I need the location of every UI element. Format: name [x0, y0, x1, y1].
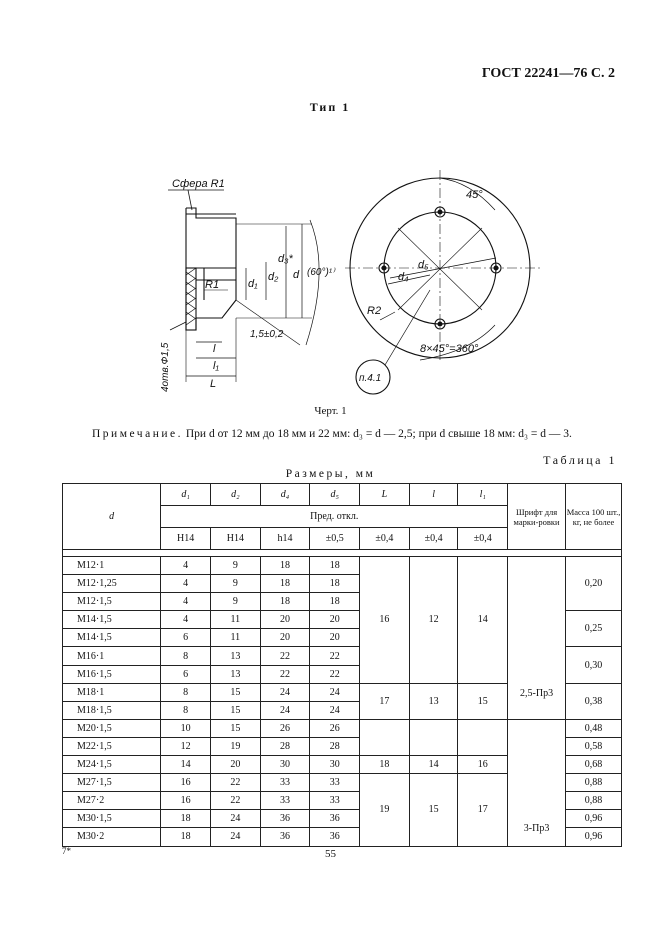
col-d5: d₅	[310, 484, 360, 506]
cell-l: 15	[409, 774, 458, 846]
cell-l1: 14	[458, 557, 508, 684]
cell-d2: 11	[211, 611, 261, 629]
cell-L: 17	[360, 683, 410, 719]
cell-l1: 17	[458, 774, 508, 846]
label-d: d	[293, 269, 300, 281]
label-holes: 4отв.Ф1,5	[160, 342, 171, 392]
cell-d1: 12	[161, 737, 211, 755]
side-view	[168, 190, 319, 382]
cell-mass: 0,96	[566, 810, 622, 828]
label-l1: l₁	[213, 360, 219, 372]
table-row	[63, 557, 622, 575]
cell-d: M27·1,5	[63, 774, 161, 792]
cell-l1: 16	[458, 756, 508, 774]
cell-d1: 8	[161, 683, 211, 701]
cell-d4: 18	[260, 593, 310, 611]
cell-d2: 15	[211, 719, 261, 737]
cell-d2: 13	[211, 665, 261, 683]
cell-d5: 18	[310, 557, 360, 575]
cell-font	[508, 557, 566, 720]
col-l: l	[409, 484, 458, 506]
cell-d4: 18	[260, 557, 310, 575]
cell-d2: 24	[211, 828, 261, 846]
cell-d4: 22	[260, 647, 310, 665]
cell-mass: 0,58	[566, 737, 622, 755]
cell-d: M30·2	[63, 828, 161, 846]
cell-d: M20·1,5	[63, 719, 161, 737]
label-d3: d₃*	[278, 253, 293, 265]
cell-d4: 22	[260, 665, 310, 683]
label-d4: d₄	[398, 271, 409, 283]
front-view	[345, 170, 540, 394]
cell-d5: 33	[310, 792, 360, 810]
font-a: 2,5-Пр3	[520, 687, 554, 699]
cell-l1-empty	[458, 719, 508, 737]
cell-d: M12·1	[63, 557, 161, 575]
table-spacer	[63, 550, 622, 557]
cell-d5: 33	[310, 774, 360, 792]
cell-d4: 18	[260, 575, 310, 593]
cell-d5: 36	[310, 810, 360, 828]
cell-d: M14·1,5	[63, 629, 161, 647]
cell-d2: 20	[211, 756, 261, 774]
cell-d4: 33	[260, 774, 310, 792]
label-d1: d₁	[248, 278, 258, 290]
label-angle60: (60°)¹⁾	[307, 267, 335, 278]
cell-d2: 13	[211, 647, 261, 665]
cell-mass: 0,68	[566, 756, 622, 774]
cell-d5: 22	[310, 647, 360, 665]
cell-d2: 19	[211, 737, 261, 755]
cell-d5: 24	[310, 683, 360, 701]
cell-d1: 16	[161, 774, 211, 792]
cell-d2: 11	[211, 629, 261, 647]
table-title: Размеры, мм	[285, 468, 376, 480]
cell-L: 16	[360, 557, 410, 684]
note	[92, 428, 572, 440]
cell-font	[508, 719, 566, 846]
label-angle45: 45°	[466, 189, 483, 201]
cell-L: 19	[360, 774, 410, 846]
cell-mass: 0,48	[566, 719, 622, 737]
table-row	[63, 719, 622, 737]
cell-d: M12·1,5	[63, 593, 161, 611]
cell-d: M18·1	[63, 683, 161, 701]
cell-d1: 4	[161, 557, 211, 575]
col-d2: d₂	[211, 484, 261, 506]
cell-d4: 36	[260, 828, 310, 846]
cell-d5: 24	[310, 701, 360, 719]
cell-d2: 9	[211, 593, 261, 611]
col-d: d	[63, 484, 161, 550]
label-r1: R1	[205, 279, 220, 291]
cell-mass: 0,88	[566, 774, 622, 792]
cell-d4: 20	[260, 629, 310, 647]
type-title: Тип 1	[309, 100, 351, 114]
cell-d4: 30	[260, 756, 310, 774]
cell-d1: 10	[161, 719, 211, 737]
cell-l1-empty	[458, 737, 508, 755]
cell-d1: 4	[161, 593, 211, 611]
label-d5: d₅	[418, 259, 429, 271]
note-label: Примечание.	[92, 428, 183, 440]
cell-d1: 16	[161, 792, 211, 810]
cell-d2: 22	[211, 792, 261, 810]
tol-L: ±0,4	[360, 528, 410, 550]
cell-l: 13	[409, 683, 458, 719]
cell-d2: 9	[211, 575, 261, 593]
cell-d4: 26	[260, 719, 310, 737]
cell-d5: 20	[310, 611, 360, 629]
col-d4: d₄	[260, 484, 310, 506]
cell-d5: 30	[310, 756, 360, 774]
cell-l-empty	[409, 737, 458, 755]
cell-d1: 4	[161, 575, 211, 593]
cell-l-empty	[409, 719, 458, 737]
cell-l: 14	[409, 756, 458, 774]
cell-d2: 15	[211, 701, 261, 719]
cell-d4: 28	[260, 737, 310, 755]
cell-d1: 8	[161, 701, 211, 719]
cell-d1: 4	[161, 611, 211, 629]
cell-d1: 8	[161, 647, 211, 665]
cell-mass: 0,25	[566, 611, 622, 647]
page-number: 55	[325, 848, 336, 860]
cell-d: M14·1,5	[63, 611, 161, 629]
cell-mass: 0,30	[566, 647, 622, 683]
cell-d2: 24	[211, 810, 261, 828]
cell-d: M30·1,5	[63, 810, 161, 828]
cell-L-empty	[360, 719, 410, 737]
label-l: l	[213, 343, 216, 355]
note-text: При d от 12 мм до 18 мм и 22 мм: d₃ = d — 2,5; при d свыше 18 мм: d₃ = d — 3.	[182, 428, 572, 440]
table-label: Таблица 1	[543, 453, 617, 467]
cell-mass: 0,38	[566, 683, 622, 719]
cell-d5: 28	[310, 737, 360, 755]
cell-d1: 6	[161, 665, 211, 683]
cell-d: M27·2	[63, 792, 161, 810]
label-L: L	[210, 378, 217, 390]
cell-d5: 26	[310, 719, 360, 737]
col-d1: d₁	[161, 484, 211, 506]
drawing-caption: Черт. 1	[314, 405, 347, 417]
cell-d: M18·1,5	[63, 701, 161, 719]
label-angles: 8×45°=360°	[420, 343, 479, 355]
label-chamfer: 1,5±0,2	[250, 329, 284, 340]
cell-d: M12·1,25	[63, 575, 161, 593]
cell-mass: 0,96	[566, 828, 622, 846]
cell-d5: 18	[310, 575, 360, 593]
label-sphere: Сфера R1	[172, 178, 225, 190]
tol-l: ±0,4	[409, 528, 458, 550]
cell-d1: 18	[161, 828, 211, 846]
tol-d2: H14	[211, 528, 261, 550]
cell-d4: 24	[260, 683, 310, 701]
cell-mass: 0,88	[566, 792, 622, 810]
cell-d5: 22	[310, 665, 360, 683]
label-d2: d₂	[268, 271, 279, 283]
cell-mass: 0,20	[566, 557, 622, 611]
cell-d: M24·1,5	[63, 756, 161, 774]
tol-d5: ±0,5	[310, 528, 360, 550]
cell-d5: 36	[310, 828, 360, 846]
col-mass: Масса 100 шт., кг, не более	[566, 484, 622, 550]
cell-d4: 33	[260, 792, 310, 810]
font-b: 3-Пр3	[523, 822, 550, 834]
dimensions-table	[62, 483, 622, 847]
col-l1: l₁	[458, 484, 508, 506]
tol-d1: H14	[161, 528, 211, 550]
cell-d1: 6	[161, 629, 211, 647]
label-ref: п.4.1	[359, 373, 382, 384]
tol-l1: ±0,4	[458, 528, 508, 550]
cell-l: 12	[409, 557, 458, 684]
document-header: ГОСТ 22241—76 С. 2	[481, 66, 615, 81]
cell-d1: 18	[161, 810, 211, 828]
tol-d4: h14	[260, 528, 310, 550]
footnote-mark: 7*	[62, 846, 71, 856]
cell-d5: 18	[310, 593, 360, 611]
cell-d2: 15	[211, 683, 261, 701]
cell-d5: 20	[310, 629, 360, 647]
cell-d: M16·1,5	[63, 665, 161, 683]
cell-d2: 9	[211, 557, 261, 575]
col-L: L	[360, 484, 410, 506]
cell-d4: 36	[260, 810, 310, 828]
cell-d1: 14	[161, 756, 211, 774]
cell-L-empty	[360, 737, 410, 755]
tolerance-header: Пред. откл.	[161, 506, 508, 528]
col-font: Шрифт для марки-ровки	[508, 484, 566, 550]
front-view-labels	[359, 189, 483, 384]
cell-d4: 20	[260, 611, 310, 629]
technical-drawing	[0, 150, 661, 400]
cell-d: M16·1	[63, 647, 161, 665]
cell-L: 18	[360, 756, 410, 774]
cell-d: M22·1,5	[63, 737, 161, 755]
cell-d2: 22	[211, 774, 261, 792]
label-r2: R2	[367, 305, 382, 317]
cell-d4: 24	[260, 701, 310, 719]
cell-l1: 15	[458, 683, 508, 719]
